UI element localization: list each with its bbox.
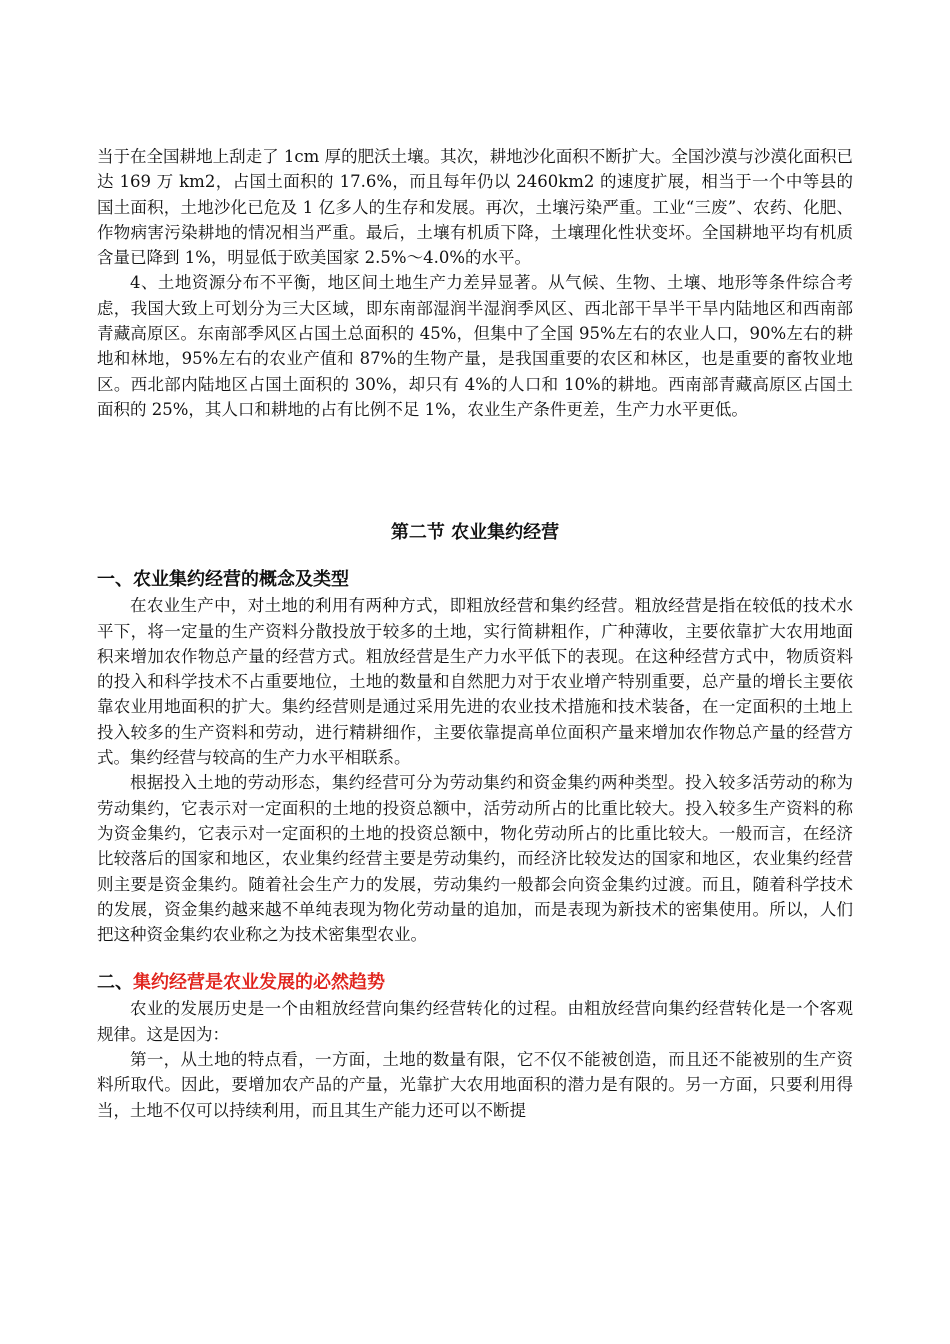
document-page (97, 144, 853, 1123)
spacer (97, 947, 853, 970)
paragraph-land-characteristics: 第一，从土地的特点看，一方面，土地的数量有限，它不仅不能被创造，而且还不能被别的生产资料所取代。因此，要增加农产品的产量，光靠扩大农用地面积的潜力是有限的。另一方面，只要利用得当，土地不仅可以持续利用，而且其生产能力还可以不断提 (97, 1050, 853, 1120)
spacer (97, 422, 853, 520)
spacer (97, 546, 853, 567)
paragraph-soil-degradation: 当于在全国耕地上刮走了 1cm 厚的肥沃土壤。其次，耕地沙化面积不断扩大。全国沙漠与沙漠化面积已达 169 万 km2，占国土面积的 17.6%，而且每年仍以 2460km2 的速度扩展，相当于一个中等县的国土面积，土地沙化已危及 1 亿多人的生存和发展。再次，土壤污染严重。工业“三废”、农药、化肥、作物病害污染耕地的情况相当严重。最后，土壤有机质下降，土壤理化性状变坏。全国耕地平均有机质含量已降到 1%，明显低于欧美国家 2.5%～4.0%的水平。 (97, 147, 853, 268)
section-title: 第二节 农业集约经营 (390, 522, 560, 544)
heading-highlight-text: 集约经营是农业发展的必然趋势 (133, 972, 385, 994)
heading-intensive-concept: 一、农业集约经营的概念及类型 (97, 569, 349, 591)
paragraph-development-history: 农业的发展历史是一个由粗放经营向集约经营转化的过程。由粗放经营向集约经营转化是一个客观规律。这是因为： (97, 999, 853, 1044)
paragraph-labor-capital-intensive: 根据投入土地的劳动形态，集约经营可分为劳动集约和资金集约两种类型。投入较多活劳动的称为劳动集约，它表示对一定面积的土地的投资总额中，活劳动所占的比重比较大。投入较多生产资料的称为资金集约，它表示对一定面积的土地的投资总额中，物化劳动所占的比重比较大。一般而言，在经济比较落后的国家和地区，农业集约经营主要是劳动集约，而经济比较发达的国家和地区，农业集约经营则主要是资金集约。随着社会生产力的发展，劳动集约一般都会向资金集约过渡。而且，随着科学技术的发展，资金集约越来越不单纯表现为物化劳动量的追加，而是表现为新技术的密集使用。所以，人们把这种资金集约农业称之为技术密集型农业。 (97, 773, 853, 945)
heading-number: 二、 (97, 972, 133, 994)
paragraph-land-distribution: 4、土地资源分布不平衡，地区间土地生产力差异显著。从气候、生物、土壤、地形等条件综合考虑，我国大致上可划分为三大区域，即东南部湿润半湿润季风区、西北部干旱半干旱内陆地区和西南部青藏高原区。东南部季风区占国土总面积的 45%，但集中了全国 95%左右的农业人口，90%左右的耕地和林地，95%左右的农业产值和 87%的生物产量，是我国重要的农区和林区，也是重要的畜牧业地区。西北部内陆地区占国土面积的 30%，却只有 4%的人口和 10%的耕地。西南部青藏高原区占国土面积的 25%，其人口和耕地的占有比例不足 1%，农业生产条件更差，生产力水平更低。 (97, 273, 853, 419)
heading-intensive-trend (97, 970, 853, 996)
paragraph-extensive-vs-intensive: 在农业生产中，对土地的利用有两种方式，即粗放经营和集约经营。粗放经营是指在较低的技术水平下，将一定量的生产资料分散投放于较多的土地，实行简耕粗作，广种薄收，主要依靠扩大农用地面积来增加农作物总产量的经营方式。粗放经营是生产力水平低下的表现。在这种经营方式中，物质资料的投入和科学技术不占重要地位，土地的数量和自然肥力对于农业增产特别重要，总产量的增长主要依靠农业用地面积的扩大。集约经营则是通过采用先进的农业技术措施和技术装备，在一定面积的土地上投入较多的生产资料和劳动，进行精耕细作，主要依靠提高单位面积产量来增加农作物总产量的经营方式。集约经营与较高的生产力水平相联系。 (97, 596, 853, 768)
